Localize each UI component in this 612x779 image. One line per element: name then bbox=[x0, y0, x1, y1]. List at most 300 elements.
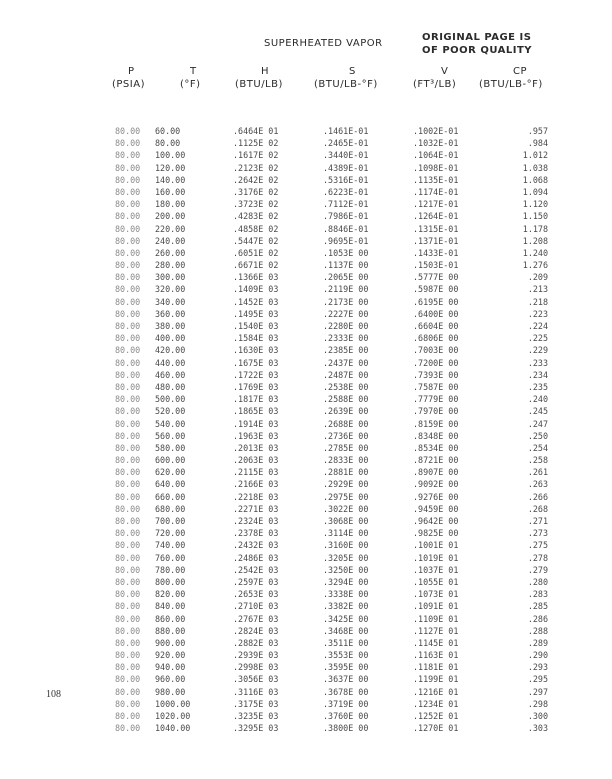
entropy-cell: .3595E 00 bbox=[323, 662, 369, 673]
enthalpy-cell: .2653E 03 bbox=[233, 589, 279, 600]
temperature-cell: 120.00 bbox=[155, 162, 186, 173]
pressure-cell: 80.00 bbox=[115, 430, 141, 441]
temperature-cell: 860.00 bbox=[155, 613, 186, 624]
entropy-cell: .3425E 00 bbox=[323, 613, 369, 624]
temperature-cell: 380.00 bbox=[155, 321, 186, 331]
page-number: 108 bbox=[46, 689, 61, 700]
temperature-cell: 100.00 bbox=[155, 150, 186, 161]
pressure-cell: 80.00 bbox=[115, 662, 141, 673]
volume-cell: .6604E 00 bbox=[413, 321, 459, 331]
enthalpy-cell: .2486E 03 bbox=[233, 552, 279, 563]
entropy-cell: .1461E-01 bbox=[323, 126, 369, 136]
entropy-cell: .2487E 00 bbox=[323, 369, 369, 380]
volume-cell: .1145E 01 bbox=[413, 637, 459, 648]
pressure-cell: 80.00 bbox=[115, 589, 141, 600]
pressure-cell: 80.00 bbox=[115, 333, 141, 344]
col-t-symbol: T bbox=[190, 66, 197, 77]
table-row bbox=[0, 723, 612, 735]
volume-cell: .7003E 00 bbox=[413, 345, 459, 356]
pressure-cell: 80.00 bbox=[115, 455, 141, 466]
cp-cell: .234 bbox=[527, 369, 548, 380]
quality-stamp-line-1: ORIGINAL PAGE IS bbox=[422, 32, 532, 43]
temperature-cell: 140.00 bbox=[155, 174, 186, 185]
volume-cell: .9276E 00 bbox=[413, 491, 459, 502]
enthalpy-cell: .1675E 03 bbox=[233, 357, 279, 368]
volume-cell: .1019E 01 bbox=[413, 552, 459, 563]
enthalpy-cell: .1584E 03 bbox=[233, 333, 279, 344]
temperature-cell: 200.00 bbox=[155, 211, 186, 222]
cp-cell: .283 bbox=[527, 589, 548, 600]
volume-cell: .7587E 00 bbox=[413, 381, 459, 392]
cp-cell: .286 bbox=[527, 613, 548, 624]
enthalpy-cell: .1366E 03 bbox=[233, 272, 279, 283]
cp-cell: .275 bbox=[527, 540, 548, 551]
cp-cell: .273 bbox=[527, 528, 548, 539]
col-p-unit: (PSIA) bbox=[112, 79, 145, 90]
volume-cell: .7970E 00 bbox=[413, 406, 459, 417]
pressure-cell: 80.00 bbox=[115, 381, 141, 392]
table-row bbox=[0, 504, 612, 516]
enthalpy-cell: .2115E 03 bbox=[233, 467, 279, 478]
volume-cell: .9092E 00 bbox=[413, 479, 459, 490]
pressure-cell: 80.00 bbox=[115, 650, 141, 661]
pressure-cell: 80.00 bbox=[115, 674, 141, 685]
pressure-cell: 80.00 bbox=[115, 576, 141, 587]
table-row bbox=[0, 540, 612, 552]
pressure-cell: 80.00 bbox=[115, 625, 141, 636]
quality-stamp-line-2: OF POOR QUALITY bbox=[422, 45, 533, 56]
pressure-cell: 80.00 bbox=[115, 321, 141, 331]
volume-cell: .1064E-01 bbox=[413, 150, 459, 161]
cp-cell: .984 bbox=[527, 138, 548, 149]
volume-cell: .1199E 01 bbox=[413, 674, 459, 685]
enthalpy-cell: .6464E 01 bbox=[233, 126, 279, 136]
cp-cell: .280 bbox=[527, 576, 548, 587]
pressure-cell: 80.00 bbox=[115, 150, 141, 161]
entropy-cell: .2280E 00 bbox=[323, 321, 369, 331]
entropy-cell: .2227E 00 bbox=[323, 308, 369, 319]
cp-cell: .268 bbox=[527, 503, 548, 514]
entropy-cell: .3294E 00 bbox=[323, 576, 369, 587]
enthalpy-cell: .2939E 03 bbox=[233, 650, 279, 661]
enthalpy-cell: .2123E 02 bbox=[233, 162, 279, 173]
enthalpy-cell: .5447E 02 bbox=[233, 235, 279, 246]
cp-cell: 1.068 bbox=[522, 174, 548, 185]
cp-cell: .213 bbox=[527, 284, 548, 295]
table-row bbox=[0, 614, 612, 626]
volume-cell: .8534E 00 bbox=[413, 442, 459, 453]
temperature-cell: 320.00 bbox=[155, 284, 186, 295]
volume-cell: .6400E 00 bbox=[413, 308, 459, 319]
entropy-cell: .1137E 00 bbox=[323, 260, 369, 271]
col-p-symbol: P bbox=[128, 66, 135, 77]
entropy-cell: .2465E-01 bbox=[323, 138, 369, 149]
table-row bbox=[0, 394, 612, 406]
temperature-cell: 620.00 bbox=[155, 467, 186, 478]
cp-cell: .289 bbox=[527, 637, 548, 648]
enthalpy-cell: .1914E 03 bbox=[233, 418, 279, 429]
volume-cell: .1073E 01 bbox=[413, 589, 459, 600]
table-row bbox=[0, 163, 612, 175]
enthalpy-cell: .1452E 03 bbox=[233, 296, 279, 307]
cp-cell: .233 bbox=[527, 357, 548, 368]
table-row bbox=[0, 553, 612, 565]
volume-cell: .5777E 00 bbox=[413, 272, 459, 283]
entropy-cell: .2833E 00 bbox=[323, 455, 369, 466]
volume-cell: .1433E-01 bbox=[413, 247, 459, 258]
table-row bbox=[0, 492, 612, 504]
enthalpy-cell: .1817E 03 bbox=[233, 394, 279, 405]
entropy-cell: .1053E 00 bbox=[323, 247, 369, 258]
table-row bbox=[0, 175, 612, 187]
enthalpy-cell: .2378E 03 bbox=[233, 528, 279, 539]
pressure-cell: 80.00 bbox=[115, 723, 141, 734]
pressure-cell: 80.00 bbox=[115, 369, 141, 380]
temperature-cell: 640.00 bbox=[155, 479, 186, 490]
temperature-cell: 560.00 bbox=[155, 430, 186, 441]
volume-cell: .8159E 00 bbox=[413, 418, 459, 429]
volume-cell: .1252E 01 bbox=[413, 711, 459, 721]
pressure-cell: 80.00 bbox=[115, 272, 141, 283]
cp-cell: .209 bbox=[527, 272, 548, 283]
pressure-cell: 80.00 bbox=[115, 211, 141, 222]
enthalpy-cell: .1630E 03 bbox=[233, 345, 279, 356]
volume-cell: .7200E 00 bbox=[413, 357, 459, 368]
cp-cell: 1.038 bbox=[522, 162, 548, 173]
temperature-cell: 800.00 bbox=[155, 576, 186, 587]
entropy-cell: .3440E-01 bbox=[323, 150, 369, 161]
pressure-cell: 80.00 bbox=[115, 601, 141, 612]
table-row bbox=[0, 333, 612, 345]
table-row bbox=[0, 443, 612, 455]
cp-cell: .266 bbox=[527, 491, 548, 502]
volume-cell: .1181E 01 bbox=[413, 662, 459, 673]
volume-cell: .1091E 01 bbox=[413, 601, 459, 612]
entropy-cell: .2881E 00 bbox=[323, 467, 369, 478]
pressure-cell: 80.00 bbox=[115, 686, 141, 697]
enthalpy-cell: .2824E 03 bbox=[233, 625, 279, 636]
entropy-cell: .2688E 00 bbox=[323, 418, 369, 429]
volume-cell: .1037E 01 bbox=[413, 564, 459, 575]
enthalpy-cell: .2597E 03 bbox=[233, 576, 279, 587]
entropy-cell: .7986E-01 bbox=[323, 211, 369, 222]
entropy-cell: .7112E-01 bbox=[323, 199, 369, 210]
enthalpy-cell: .1125E 02 bbox=[233, 138, 279, 149]
entropy-cell: .3114E 00 bbox=[323, 528, 369, 539]
enthalpy-cell: .3056E 03 bbox=[233, 674, 279, 685]
table-row bbox=[0, 284, 612, 296]
enthalpy-cell: .2432E 03 bbox=[233, 540, 279, 551]
enthalpy-cell: .1865E 03 bbox=[233, 406, 279, 417]
pressure-cell: 80.00 bbox=[115, 223, 141, 234]
pressure-cell: 80.00 bbox=[115, 528, 141, 539]
pressure-cell: 80.00 bbox=[115, 698, 141, 709]
volume-cell: .8907E 00 bbox=[413, 467, 459, 478]
volume-cell: .1315E-01 bbox=[413, 223, 459, 234]
table-row bbox=[0, 370, 612, 382]
table-row bbox=[0, 662, 612, 674]
cp-cell: 1.012 bbox=[522, 150, 548, 161]
temperature-cell: 480.00 bbox=[155, 381, 186, 392]
pressure-cell: 80.00 bbox=[115, 491, 141, 502]
temperature-cell: 1020.00 bbox=[155, 711, 191, 721]
cp-cell: .298 bbox=[527, 698, 548, 709]
temperature-cell: 60.00 bbox=[155, 126, 181, 136]
pressure-cell: 80.00 bbox=[115, 308, 141, 319]
temperature-cell: 360.00 bbox=[155, 308, 186, 319]
enthalpy-cell: .2218E 03 bbox=[233, 491, 279, 502]
col-cp-symbol: CP bbox=[513, 66, 528, 77]
temperature-cell: 580.00 bbox=[155, 442, 186, 453]
table-row bbox=[0, 211, 612, 223]
volume-cell: .1098E-01 bbox=[413, 162, 459, 173]
table-row bbox=[0, 150, 612, 162]
col-t-unit: (°F) bbox=[180, 79, 201, 90]
col-h-symbol: H bbox=[261, 66, 270, 77]
cp-cell: .229 bbox=[527, 345, 548, 356]
entropy-cell: .2736E 00 bbox=[323, 430, 369, 441]
temperature-cell: 160.00 bbox=[155, 186, 186, 197]
volume-cell: .1234E 01 bbox=[413, 698, 459, 709]
enthalpy-cell: .2166E 03 bbox=[233, 479, 279, 490]
entropy-cell: .2929E 00 bbox=[323, 479, 369, 490]
enthalpy-cell: .2013E 03 bbox=[233, 442, 279, 453]
pressure-cell: 80.00 bbox=[115, 284, 141, 295]
pressure-cell: 80.00 bbox=[115, 418, 141, 429]
volume-cell: .1174E-01 bbox=[413, 186, 459, 197]
table-row bbox=[0, 589, 612, 601]
col-v-symbol: V bbox=[441, 66, 449, 77]
volume-cell: .8721E 00 bbox=[413, 455, 459, 466]
temperature-cell: 340.00 bbox=[155, 296, 186, 307]
enthalpy-cell: .2271E 03 bbox=[233, 503, 279, 514]
cp-cell: .218 bbox=[527, 296, 548, 307]
temperature-cell: 400.00 bbox=[155, 333, 186, 344]
pressure-cell: 80.00 bbox=[115, 552, 141, 563]
pressure-cell: 80.00 bbox=[115, 186, 141, 197]
volume-cell: .1135E-01 bbox=[413, 174, 459, 185]
table-row bbox=[0, 577, 612, 589]
cp-cell: .300 bbox=[527, 711, 548, 721]
pressure-cell: 80.00 bbox=[115, 296, 141, 307]
table-row bbox=[0, 565, 612, 577]
cp-cell: .258 bbox=[527, 455, 548, 466]
pressure-cell: 80.00 bbox=[115, 260, 141, 271]
volume-cell: .1002E-01 bbox=[413, 126, 459, 136]
entropy-cell: .2333E 00 bbox=[323, 333, 369, 344]
cp-cell: .235 bbox=[527, 381, 548, 392]
temperature-cell: 960.00 bbox=[155, 674, 186, 685]
table-row bbox=[0, 638, 612, 650]
volume-cell: .9459E 00 bbox=[413, 503, 459, 514]
enthalpy-cell: .2998E 03 bbox=[233, 662, 279, 673]
cp-cell: .288 bbox=[527, 625, 548, 636]
enthalpy-cell: .2642E 02 bbox=[233, 174, 279, 185]
col-v-unit: (FT³/LB) bbox=[413, 79, 457, 90]
cp-cell: .957 bbox=[527, 126, 548, 136]
col-cp-unit: (BTU/LB-°F) bbox=[479, 79, 543, 90]
volume-cell: .1163E 01 bbox=[413, 650, 459, 661]
enthalpy-cell: .3176E 02 bbox=[233, 186, 279, 197]
entropy-cell: .3511E 00 bbox=[323, 637, 369, 648]
entropy-cell: .3678E 00 bbox=[323, 686, 369, 697]
volume-cell: .8348E 00 bbox=[413, 430, 459, 441]
volume-cell: .6195E 00 bbox=[413, 296, 459, 307]
table-row bbox=[0, 601, 612, 613]
enthalpy-cell: .1617E 02 bbox=[233, 150, 279, 161]
enthalpy-cell: .1769E 03 bbox=[233, 381, 279, 392]
enthalpy-cell: .1963E 03 bbox=[233, 430, 279, 441]
entropy-cell: .3637E 00 bbox=[323, 674, 369, 685]
entropy-cell: .3553E 00 bbox=[323, 650, 369, 661]
pressure-cell: 80.00 bbox=[115, 467, 141, 478]
volume-cell: .1109E 01 bbox=[413, 613, 459, 624]
entropy-cell: .2437E 00 bbox=[323, 357, 369, 368]
enthalpy-cell: .2882E 03 bbox=[233, 637, 279, 648]
pressure-cell: 80.00 bbox=[115, 564, 141, 575]
volume-cell: .1270E 01 bbox=[413, 723, 459, 734]
temperature-cell: 880.00 bbox=[155, 625, 186, 636]
table-row bbox=[0, 406, 612, 418]
table-row bbox=[0, 455, 612, 467]
temperature-cell: 840.00 bbox=[155, 601, 186, 612]
cp-cell: .285 bbox=[527, 601, 548, 612]
cp-cell: .247 bbox=[527, 418, 548, 429]
col-h-unit: (BTU/LB) bbox=[235, 79, 283, 90]
cp-cell: .295 bbox=[527, 674, 548, 685]
cp-cell: .297 bbox=[527, 686, 548, 697]
volume-cell: .1055E 01 bbox=[413, 576, 459, 587]
volume-cell: .1032E-01 bbox=[413, 138, 459, 149]
temperature-cell: 1040.00 bbox=[155, 723, 191, 734]
enthalpy-cell: .1722E 03 bbox=[233, 369, 279, 380]
entropy-cell: .3760E 00 bbox=[323, 711, 369, 721]
pressure-cell: 80.00 bbox=[115, 503, 141, 514]
volume-cell: .1001E 01 bbox=[413, 540, 459, 551]
temperature-cell: 280.00 bbox=[155, 260, 186, 271]
volume-cell: .1216E 01 bbox=[413, 686, 459, 697]
cp-cell: .263 bbox=[527, 479, 548, 490]
pressure-cell: 80.00 bbox=[115, 199, 141, 210]
temperature-cell: 680.00 bbox=[155, 503, 186, 514]
cp-cell: .240 bbox=[527, 394, 548, 405]
entropy-cell: .3468E 00 bbox=[323, 625, 369, 636]
temperature-cell: 900.00 bbox=[155, 637, 186, 648]
entropy-cell: .4389E-01 bbox=[323, 162, 369, 173]
pressure-cell: 80.00 bbox=[115, 711, 141, 721]
table-row bbox=[0, 382, 612, 394]
pressure-cell: 80.00 bbox=[115, 637, 141, 648]
volume-cell: .9642E 00 bbox=[413, 516, 459, 526]
cp-cell: .224 bbox=[527, 321, 548, 331]
temperature-cell: 660.00 bbox=[155, 491, 186, 502]
temperature-cell: 720.00 bbox=[155, 528, 186, 539]
table-row bbox=[0, 431, 612, 443]
table-row bbox=[0, 199, 612, 211]
table-row bbox=[0, 528, 612, 540]
temperature-cell: 500.00 bbox=[155, 394, 186, 405]
cp-cell: .279 bbox=[527, 564, 548, 575]
temperature-cell: 920.00 bbox=[155, 650, 186, 661]
temperature-cell: 760.00 bbox=[155, 552, 186, 563]
enthalpy-cell: .2542E 03 bbox=[233, 564, 279, 575]
entropy-cell: .3382E 00 bbox=[323, 601, 369, 612]
volume-cell: .1371E-01 bbox=[413, 235, 459, 246]
temperature-cell: 260.00 bbox=[155, 247, 186, 258]
entropy-cell: .2119E 00 bbox=[323, 284, 369, 295]
pressure-cell: 80.00 bbox=[115, 540, 141, 551]
cp-cell: 1.150 bbox=[522, 211, 548, 222]
table-row bbox=[0, 321, 612, 333]
temperature-cell: 700.00 bbox=[155, 516, 186, 526]
enthalpy-cell: .3295E 03 bbox=[233, 723, 279, 734]
page-title: SUPERHEATED VAPOR bbox=[264, 38, 383, 49]
pressure-cell: 80.00 bbox=[115, 247, 141, 258]
table-row bbox=[0, 419, 612, 431]
cp-cell: .278 bbox=[527, 552, 548, 563]
entropy-cell: .3068E 00 bbox=[323, 516, 369, 526]
cp-cell: 1.094 bbox=[522, 186, 548, 197]
volume-cell: .1264E-01 bbox=[413, 211, 459, 222]
enthalpy-cell: .1409E 03 bbox=[233, 284, 279, 295]
entropy-cell: .5316E-01 bbox=[323, 174, 369, 185]
cp-cell: 1.120 bbox=[522, 199, 548, 210]
entropy-cell: .2538E 00 bbox=[323, 381, 369, 392]
entropy-cell: .3205E 00 bbox=[323, 552, 369, 563]
table-row bbox=[0, 272, 612, 284]
temperature-cell: 80.00 bbox=[155, 138, 181, 149]
table-row bbox=[0, 297, 612, 309]
table-row bbox=[0, 687, 612, 699]
volume-cell: .5987E 00 bbox=[413, 284, 459, 295]
table-row bbox=[0, 674, 612, 686]
volume-cell: .7779E 00 bbox=[413, 394, 459, 405]
entropy-cell: .6223E-01 bbox=[323, 186, 369, 197]
table-row bbox=[0, 126, 612, 138]
temperature-cell: 980.00 bbox=[155, 686, 186, 697]
entropy-cell: .3800E 00 bbox=[323, 723, 369, 734]
cp-cell: .271 bbox=[527, 516, 548, 526]
temperature-cell: 460.00 bbox=[155, 369, 186, 380]
volume-cell: .9825E 00 bbox=[413, 528, 459, 539]
volume-cell: .6806E 00 bbox=[413, 333, 459, 344]
enthalpy-cell: .4283E 02 bbox=[233, 211, 279, 222]
temperature-cell: 940.00 bbox=[155, 662, 186, 673]
table-row bbox=[0, 626, 612, 638]
temperature-cell: 220.00 bbox=[155, 223, 186, 234]
temperature-cell: 240.00 bbox=[155, 235, 186, 246]
col-s-symbol: S bbox=[349, 66, 356, 77]
enthalpy-cell: .2063E 03 bbox=[233, 455, 279, 466]
pressure-cell: 80.00 bbox=[115, 406, 141, 417]
cp-cell: .245 bbox=[527, 406, 548, 417]
volume-cell: .1503E-01 bbox=[413, 260, 459, 271]
volume-cell: .1217E-01 bbox=[413, 199, 459, 210]
table-row bbox=[0, 699, 612, 711]
cp-cell: .250 bbox=[527, 430, 548, 441]
enthalpy-cell: .4858E 02 bbox=[233, 223, 279, 234]
temperature-cell: 740.00 bbox=[155, 540, 186, 551]
table-row bbox=[0, 138, 612, 150]
table-row bbox=[0, 260, 612, 272]
enthalpy-cell: .3723E 02 bbox=[233, 199, 279, 210]
table-row bbox=[0, 236, 612, 248]
pressure-cell: 80.00 bbox=[115, 235, 141, 246]
cp-cell: .254 bbox=[527, 442, 548, 453]
enthalpy-cell: .6671E 02 bbox=[233, 260, 279, 271]
enthalpy-cell: .3235E 03 bbox=[233, 711, 279, 721]
table-row bbox=[0, 358, 612, 370]
